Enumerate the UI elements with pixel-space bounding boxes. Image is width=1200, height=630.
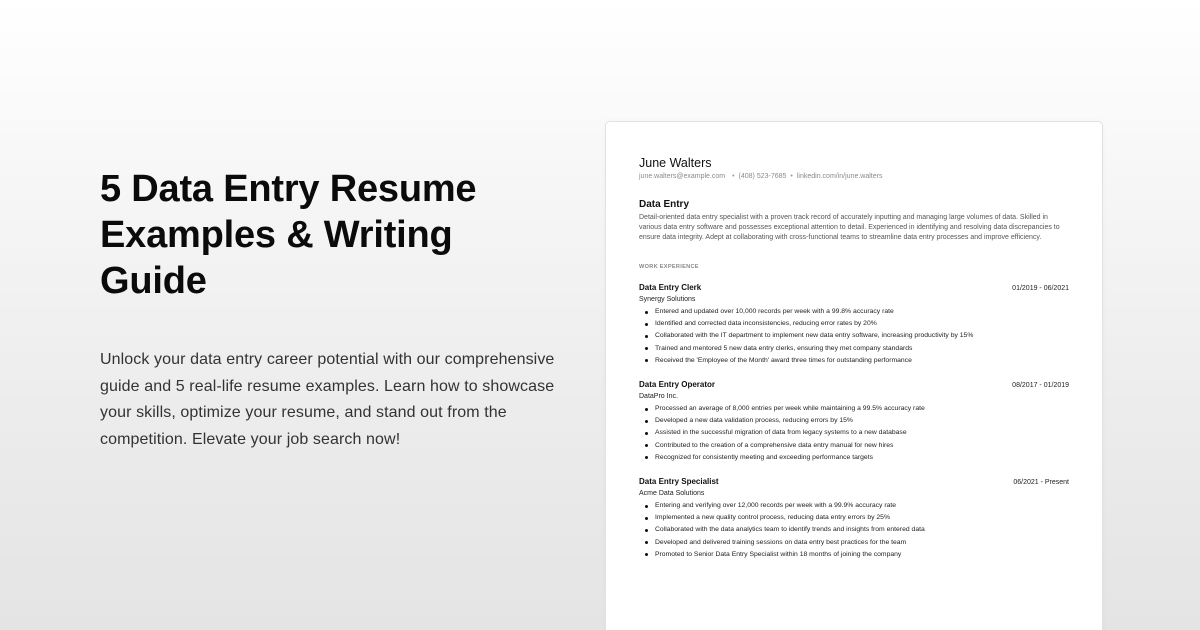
job-dates: 06/2021 - Present <box>1013 479 1069 487</box>
resume-name: June Walters <box>639 156 712 170</box>
bullet-item: Identified and corrected data inconsistencies, reducing error rates by 20% <box>639 318 1021 330</box>
job-dates: 01/2019 - 06/2021 <box>1012 285 1069 292</box>
resume-summary: Detail-oriented data entry specialist with a proven track record of accurately inputting and managing large volumes of data. Skilled in various data entry software and possesses exceptional attention to detail. Experienced in identifying and resolving data discrepancies to ensure data integrity. Adept at collaborating with cross-functional teams to streamline data entry processes and improve efficiency. <box>639 214 1060 241</box>
job-company: DataPro Inc. <box>639 393 678 401</box>
contact-separator: • <box>790 173 793 180</box>
job-company: Synergy Solutions <box>639 296 696 303</box>
resume-headline: Data Entry <box>639 199 690 210</box>
job-role: Data Entry Operator <box>639 380 716 390</box>
bullet-item: Collaborated with the data analytics team to identify trends and insights from entered data <box>639 524 961 536</box>
bullet-item: Collaborated with the IT department to implement new data entry software, increasing productivity by 15% <box>639 330 1021 342</box>
job-bullets <box>639 306 1021 367</box>
job-entry <box>639 380 1069 464</box>
bullet-item: Contributed to the creation of a comprehensive data entry manual for new hires <box>639 440 961 452</box>
resume-linkedin: linkedin.com/in/june.walters <box>796 173 883 180</box>
page-description: Unlock your data entry career potential with our comprehensive guide and 5 real-life resume examples. Learn how to showcase your skills, optimize your resume, and stand out from the competition. Elevate your job search now! <box>100 351 555 448</box>
bullet-item: Entering and verifying over 12,000 records per week with a 99.9% accuracy rate <box>639 500 961 512</box>
bullet-item: Assisted in the successful migration of data from legacy systems to a new database <box>639 427 961 439</box>
resume-phone: (408) 523-7685 <box>738 173 787 180</box>
job-entry <box>639 477 1069 561</box>
bullet-item: Promoted to Senior Data Entry Specialist within 18 months of joining the company <box>639 549 961 561</box>
bullet-item: Developed and delivered training sessions on data entry best practices for the team <box>639 537 961 549</box>
job-company: Acme Data Solutions <box>639 490 705 498</box>
job-bullets <box>639 500 961 561</box>
resume-contact-line <box>639 172 1069 181</box>
job-role: Data Entry Specialist <box>639 477 719 487</box>
section-label-work-experience: WORK EXPERIENCE <box>639 264 699 270</box>
bullet-item: Entered and updated over 10,000 records per week with a 99.8% accuracy rate <box>639 306 1021 318</box>
bullet-item: Developed a new data validation process, reducing errors by 15% <box>639 415 961 427</box>
resume-email: june.walters@example.com <box>639 173 726 180</box>
job-bullets <box>639 403 961 464</box>
job-entry <box>639 283 1069 367</box>
hero-section <box>100 166 560 453</box>
resume-preview-card <box>605 121 1103 630</box>
bullet-item: Trained and mentored 5 new data entry clerks, ensuring they met company standards <box>639 343 1021 355</box>
bullet-item: Received the 'Employee of the Month' award three times for outstanding performance <box>639 355 1021 367</box>
job-dates: 08/2017 - 01/2019 <box>1012 382 1069 390</box>
page-title: 5 Data Entry Resume Examples & Writing Guide <box>100 168 477 302</box>
job-role: Data Entry Clerk <box>639 283 702 292</box>
bullet-item: Implemented a new quality control process, reducing data entry errors by 25% <box>639 512 961 524</box>
bullet-item: Processed an average of 8,000 entries per week while maintaining a 99.5% accuracy rate <box>639 403 961 415</box>
contact-separator: • <box>732 173 735 180</box>
bullet-item: Recognized for consistently meeting and exceeding performance targets <box>639 452 961 464</box>
